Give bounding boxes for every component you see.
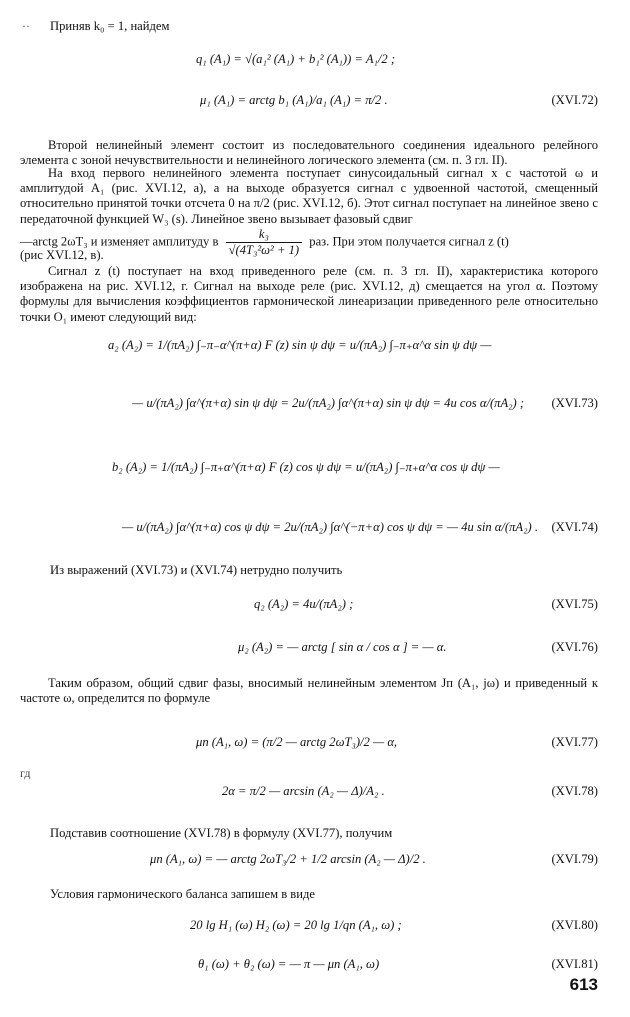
label-xvi-72: (XVI.72)	[551, 93, 598, 107]
paragraph-substitute: Подставив соотношение (XVI.78) в формулу (XVI.77), получим	[50, 826, 393, 840]
equation-xvi-79: μп (A₁, ω) = — arctg 2ωT₃/2 + 1/2 arcsin (A₂ — Δ)/2 .	[150, 852, 426, 866]
label-xvi-76: (XVI.76)	[551, 640, 598, 654]
fraction-numerator: k₃	[226, 227, 303, 243]
label-xvi-75: (XVI.75)	[551, 597, 598, 611]
paragraph-input-signal: На вход первого нелинейного элемента поступает синусоидальный сигнал x с частотой ω и амплитудой A₁ (рис. XVI.12, а), а на выходе образуется сигнал с удвоенной частотой, смещенный относительно принятой точки отсчета 0 на π/2 (рис. XVI.12, б). Этот сигнал поступает на линейное звено с передаточной функцией W₃ (s). Линейное звено вызывает фазовый сдвиг	[20, 166, 598, 226]
label-xvi-78: (XVI.78)	[551, 784, 598, 798]
paragraph-balance: Условия гармонического баланса запишем в виде	[50, 887, 315, 901]
label-xvi-79: (XVI.79)	[551, 852, 598, 866]
equation-xvi-80: 20 lg H₁ (ω) H₂ (ω) = 20 lg 1/qп (A₁, ω) ;	[190, 918, 402, 932]
equation-xvi-74-part1: b₂ (A₂) = 1/(πA₂) ∫₋π₊α^(π+α) F (z) cos ψ dψ = u/(πA₂) ∫₋π₊α^α cos ψ dψ —	[112, 460, 500, 474]
label-xvi-77: (XVI.77)	[551, 735, 598, 749]
equation-xvi-77: μп (A₁, ω) = (π/2 — arctg 2ωT₃)/2 — α,	[196, 735, 398, 749]
equation-xvi-76: μ₂ (A₂) = — arctg [ sin α / cos α ] = — α.	[238, 640, 447, 654]
corner-mark: ··	[22, 19, 30, 33]
equation-xvi-72: μ₁ (A₁) = arctg b₁ (A₁)/a₁ (A₁) = π/2 .	[200, 93, 388, 107]
equation-xvi-81: θ₁ (ω) + θ₂ (ω) = — π — μп (A₁, ω)	[198, 957, 380, 971]
paragraph-derive: Из выражений (XVI.73) и (XVI.74) нетрудно получить	[50, 563, 343, 577]
page-number: 613	[569, 975, 598, 994]
label-xvi-73: (XVI.73)	[551, 396, 598, 410]
phase-shift-text: —arctg 2ωT₃ и изменяет амплитуду в	[20, 234, 219, 249]
equation-xvi-74-part2: — u/(πA₂) ∫α^(π+α) cos ψ dψ = 2u/(πA₂) ∫α^(−π+α) cos ψ dψ = — 4u sin α/(πA₂) .	[122, 520, 538, 534]
intro-line: Приняв k₀ = 1, найдем	[50, 19, 170, 33]
fraction-denominator: √(4T₃²ω² + 1)	[228, 243, 300, 257]
equation-xvi-73-part1: a₂ (A₂) = 1/(πA₂) ∫₋π₋α^(π+α) F (z) sin ψ dψ = u/(πA₂) ∫₋π₊α^α sin ψ dψ —	[108, 338, 492, 352]
figure-reference: (рис XVI.12, в).	[20, 248, 104, 262]
label-xvi-81: (XVI.81)	[551, 957, 598, 971]
signal-z-text: раз. При этом получается сигнал z (t)	[309, 234, 509, 249]
equation-xvi-78: 2α = π/2 — arcsin (A₂ — Δ)/A₂ .	[222, 784, 385, 798]
equation-q1: q₁ (A₁) = √(a₁² (A₁) + b₁² (A₁)) = A₁/2 ;	[196, 52, 396, 66]
label-xvi-74: (XVI.74)	[551, 520, 598, 534]
equation-xvi-75: q₂ (A₂) = 4u/(πA₂) ;	[254, 597, 354, 611]
paragraph-phase-shift: Таким образом, общий сдвиг фазы, вносимый нелинейным элементом Jп (A₁, jω) и приведенный к частоте ω, определится по формуле	[20, 676, 598, 706]
paragraph-second-element: Второй нелинейный элемент состоит из последовательного соединения идеального релейного элемента с зоной нечувствительности и нелинейного логического элемента (см. п. 3 гл. II).	[20, 138, 598, 168]
paragraph-relay: Сигнал z (t) поступает на вход приведенного реле (см. п. 3 гл. II), характеристика которого изображена на рис. XVI.12, г. Сигнал на выходе реле (рис. XVI.12, д) смещается на угол α. Поэтому формулы для вычисления коэффициентов гармонической линеаризации приведенного реле относительно точки O₁ имеют следующий вид:	[20, 264, 598, 324]
equation-xvi-73-part2: — u/(πA₂) ∫α^(π+α) sin ψ dψ = 2u/(πA₂) ∫α^(π+α) sin ψ dψ = 4u cos α/(πA₂) ;	[132, 396, 525, 410]
label-xvi-80: (XVI.80)	[551, 918, 598, 932]
margin-mark: гд	[20, 766, 31, 780]
